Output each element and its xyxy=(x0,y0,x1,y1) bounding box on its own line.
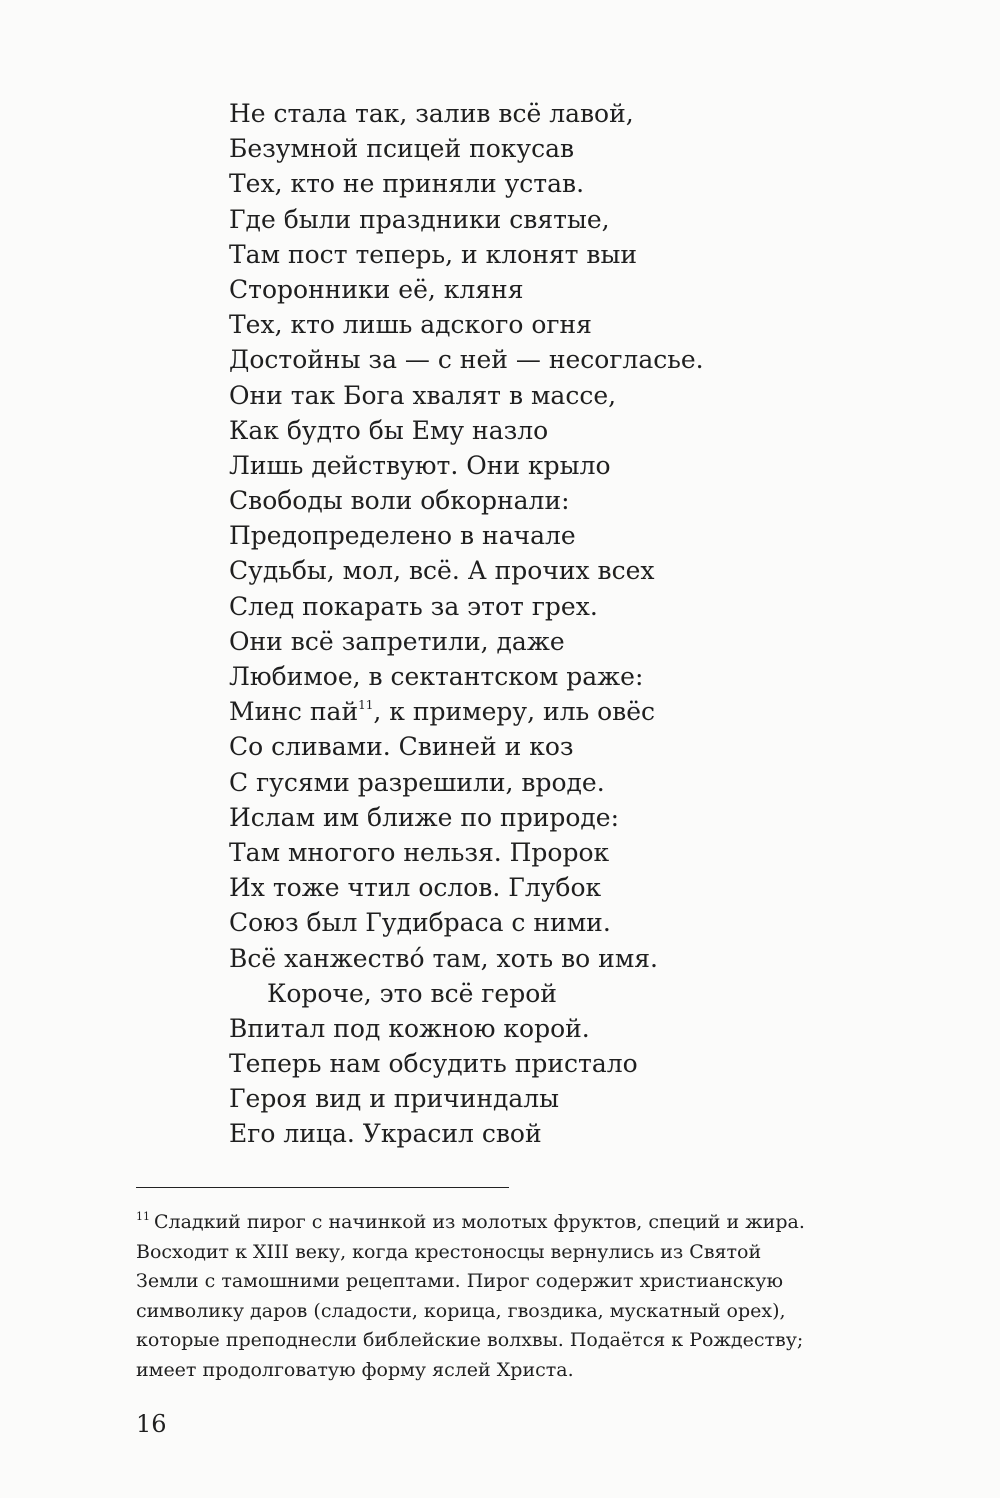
poem-line: Героя вид и причиндалы xyxy=(229,1084,560,1114)
footnote-line: Восходит к XIII веку, когда крестоносцы вернулись из Святой xyxy=(136,1240,762,1263)
poem-line: Там многого нельзя. Пророк xyxy=(229,837,610,867)
footnote-line xyxy=(136,1208,876,1238)
poem-line: Их тоже чтил ослов. Глубок xyxy=(229,873,602,903)
poem-line-indented: Короче, это всё герой xyxy=(267,978,557,1008)
poem-line-with-footnote xyxy=(229,694,704,729)
footnote xyxy=(136,1208,876,1386)
poem-line: Любимое, в сектантском раже: xyxy=(229,662,644,691)
poem-line: Где были праздники святые, xyxy=(229,204,610,234)
poem-line: Ислам им ближе по природе: xyxy=(229,802,620,832)
poem-line: Тех, кто лишь адского огня xyxy=(229,310,592,340)
footnote-reference[interactable]: 11 xyxy=(358,698,374,713)
poem-line: Тех, кто не приняли устав. xyxy=(229,169,585,199)
poem-line: След покарать за этот грех. xyxy=(229,591,598,621)
poem-line: Судьбы, мол, всё. А прочих всех xyxy=(229,556,655,586)
footnote-line: имеет продолговатую форму яслей Христа. xyxy=(136,1358,574,1381)
poem-line-part: , к примеру, иль овёс xyxy=(373,697,656,727)
poem-line: С гусями разрешили, вроде. xyxy=(229,767,605,797)
poem-line: Они так Бога хвалят в массе, xyxy=(229,380,617,410)
poem-line: Теперь нам обсудить пристало xyxy=(229,1049,638,1079)
footnote-line: символику даров (сладости, корица, гвоздика, мускатный орех), xyxy=(136,1299,786,1322)
poem-line: Лишь действуют. Они крыло xyxy=(229,450,611,480)
page-number: 16 xyxy=(136,1410,167,1438)
poem-line: Всё ханжество́ там, хоть во имя. xyxy=(229,943,658,973)
footnote-line: Земли с тамошними рецептами. Пирог содержит христианскую xyxy=(136,1270,784,1293)
footnote-divider xyxy=(136,1187,509,1188)
poem-line: Свободы воли обкорнали: xyxy=(229,486,570,516)
footnote-line: которые преподнесли библейские волхвы. Подаётся к Рождеству; xyxy=(136,1329,804,1352)
poem-line: Там пост теперь, и клонят выи xyxy=(229,239,638,269)
poem-line: Его лица. Украсил свой xyxy=(229,1119,542,1149)
poem-line: Союз был Гудибраса с ними. xyxy=(229,908,611,938)
poem-line: Предопределено в начале xyxy=(229,521,576,551)
poem-line: Сторонники её, кляня xyxy=(229,274,524,304)
poem-line: Они всё запретили, даже xyxy=(229,626,565,656)
footnote-number: 11 xyxy=(136,1210,150,1223)
poem-line: Достойны за — с ней — несогласье. xyxy=(229,345,704,375)
poem-line: Как будто бы Ему назло xyxy=(229,415,549,445)
poem-text xyxy=(229,96,704,1152)
poem-line: Со сливами. Свиней и коз xyxy=(229,732,574,762)
poem-line: Не стала так, залив всё лавой, xyxy=(229,99,634,128)
footnote-line-text: Сладкий пирог с начинкой из молотых фруктов, специй и жира. xyxy=(154,1211,805,1233)
poem-line: Впитал под кожною корой. xyxy=(229,1013,590,1043)
poem-line: Безумной псицей покусав xyxy=(229,134,575,164)
poem-line-part: Минс пай xyxy=(229,697,359,727)
